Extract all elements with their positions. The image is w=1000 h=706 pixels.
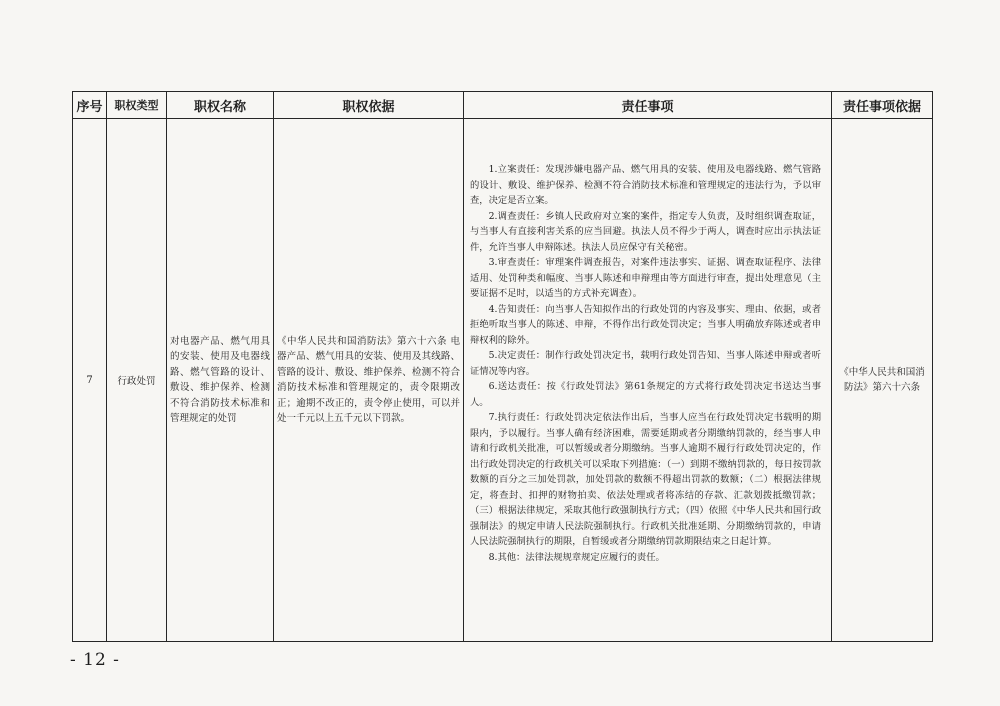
responsibility-item: 6.送达责任：按《行政处罚法》第61条规定的方式将行政处罚决定书送达当事人。 — [470, 381, 821, 408]
header-number: 序号 — [73, 92, 107, 119]
responsibility-item: 2.调查责任：乡镇人民政府对立案的案件，指定专人负责，及时组织调查取证，与当事人有直接利害关系的应当回避。执法人员不得少于两人，调查时应出示执法证件，允许当事人申辩陈述。执法人员应保守有关秘密。 — [470, 210, 821, 253]
responsibility-item: 3.审查责任：审理案件调查报告，对案件违法事实、证据、调查取证程序、法律适用、处罚种类和幅度、当事人陈述和申辩理由等方面进行审查，提出处理意见（主要证据不足时，以适当的方式补充调查）。 — [470, 257, 821, 299]
responsibility-item: 1.立案责任：发现涉嫌电器产品、燃气用具的安装、使用及电器线路、燃气管路的设计、敷设、维护保养、检测不符合消防技术标准和管理规定的违法行为，予以审查，决定是否立案。 — [470, 164, 821, 206]
header-type: 职权类型 — [107, 92, 167, 119]
header-basis: 职权依据 — [274, 92, 464, 119]
header-reference: 责任事项依据 — [832, 92, 933, 119]
responsibility-item: 8.其他：法律法规规章规定应履行的责任。 — [488, 551, 665, 563]
responsibility-item: 5.决定责任：制作行政处罚决定书，载明行政处罚告知、当事人陈述申辩或者听证情况等内容。 — [470, 350, 821, 377]
responsibility-item: 4.告知责任：向当事人告知拟作出的行政处罚的内容及事实、理由、依据，或者拒绝听取当事人的陈述、申辩，不得作出行政处罚决定；当事人明确放弃陈述或者申辩权利的除外。 — [470, 303, 821, 346]
row-number: 7 — [73, 119, 107, 642]
row-type: 行政处罚 — [107, 119, 167, 642]
page-number: - 12 - — [70, 650, 120, 670]
responsibility-item: 7.执行责任：行政处罚决定依法作出后，当事人应当在行政处罚决定书载明的期限内，予以履行。当事人确有经济困难，需要延期或者分期缴纳罚款的，经当事人申请和行政机关批准，可以暂缓或者分期缴纳。当事人逾期不履行行政处罚决定的，作出行政处罚决定的行政机关可以采取下列措施：（一）到期不缴纳罚款的，每日按罚款数额的百分之三加处罚款，加处罚款的数额不得超出罚款的数额；（二）根据法律规定，将查封、扣押的财物拍卖、依法处理或者将冻结的存款、汇款划拨抵缴罚款；（三）根据法律规定，采取其他行政强制执行方式；（四）依照《中华人民共和国行政强制法》的规定申请人民法院强制执行。行政机关批准延期、分期缴纳罚款的，申请人民法院强制执行的期限，自暂缓或者分期缴纳罚款期限结束之日起计算。 — [470, 412, 821, 547]
header-row — [73, 92, 933, 119]
row-name: 对电器产品、燃气用具的安装、使用及电器线路、燃气管路的设计、敷设、维护保养、检测不符合消防技术标准和管理规定的处罚 — [167, 119, 274, 642]
header-responsibilities: 责任事项 — [464, 92, 832, 119]
row-reference: 《中华人民共和国消防法》第六十六条 — [832, 119, 933, 642]
row-responsibilities — [464, 119, 832, 642]
responsibility-table — [72, 91, 933, 642]
responsibility-list — [470, 119, 821, 565]
header-name: 职权名称 — [167, 92, 274, 119]
table-row — [73, 119, 933, 642]
row-basis: 《中华人民共和国消防法》第六十六条 电器产品、燃气用具的安装、使用及其线路、管路的设计、敷设、维护保养、检测不符合消防技术标准和管理规定的，责令限期改正；逾期不改正的，责令停止使用，可以并处一千元以上五千元以下罚款。 — [274, 119, 464, 642]
